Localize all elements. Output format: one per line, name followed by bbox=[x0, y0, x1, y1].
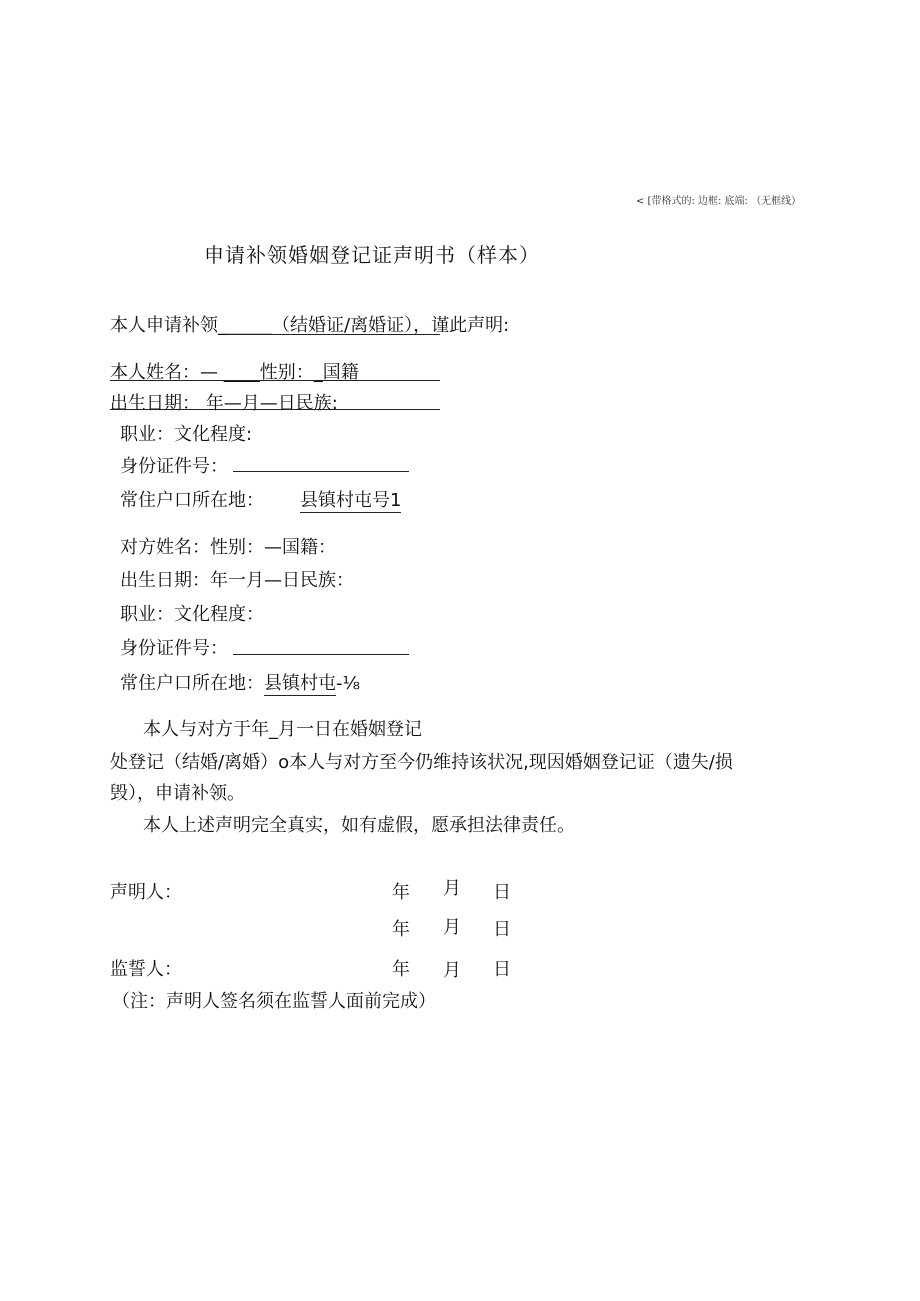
supervisor-day: 日 bbox=[493, 959, 511, 980]
intro-blank[interactable]: ______ bbox=[218, 315, 272, 336]
body-line-4: 本人上述声明完全真实，如有虚假，愿承担法律责任。 bbox=[143, 815, 575, 836]
partner-residence-label: 常住户口所在地： bbox=[120, 673, 264, 694]
self-id-field[interactable] bbox=[233, 471, 409, 472]
intro-prefix: 本人申请补领 bbox=[110, 315, 218, 336]
partner-residence-row bbox=[120, 669, 360, 696]
partner-id-row bbox=[120, 634, 228, 660]
declarant-year: 年 bbox=[392, 882, 410, 903]
intro-underline bbox=[228, 334, 440, 335]
format-note: < [带格式的: 边框: 底端: （无框线） bbox=[636, 196, 802, 207]
self-name-underline bbox=[110, 380, 440, 381]
self-occupation-line: 职业：文化程度: bbox=[120, 424, 253, 445]
body-line-3: 毁），申请补领。 bbox=[110, 783, 245, 804]
supervisor-label: 监誓人： bbox=[110, 959, 182, 980]
declarant-label: 声明人： bbox=[110, 882, 182, 903]
self-id-label: 身份证件号： bbox=[120, 456, 228, 477]
footnote: （注：声明人签名须在监誓人面前完成） bbox=[112, 991, 436, 1012]
partner-residence-value: 县镇村屯 bbox=[264, 669, 336, 696]
date-day: 日 bbox=[493, 919, 511, 940]
date-month: 月 bbox=[443, 917, 461, 938]
declarant-month: 月 bbox=[443, 878, 461, 899]
partner-birth-line: 出生日期：年一月—日民族： bbox=[120, 570, 354, 591]
intro-suffix: （结婚证/离婚证），谨此声明: bbox=[272, 315, 510, 336]
partner-id-field[interactable] bbox=[233, 654, 409, 655]
self-residence-value: 县镇村屯号1 bbox=[300, 486, 401, 513]
body-line-2: 处登记（结婚/离婚）o本人与对方至今仍维持该状况,现因婚姻登记证（遗失/损 bbox=[110, 752, 733, 773]
declarant-day: 日 bbox=[493, 882, 511, 903]
partner-name-line: 对方姓名：性别：—国籍： bbox=[120, 537, 336, 558]
self-residence-value-wrap bbox=[300, 486, 401, 513]
date-year: 年 bbox=[392, 919, 410, 940]
page-title: 申请补领婚姻登记证声明书（样本） bbox=[204, 243, 540, 267]
supervisor-month: 月 bbox=[443, 960, 461, 981]
partner-occupation-line: 职业：文化程度： bbox=[120, 604, 264, 625]
partner-residence-tail: -⅛ bbox=[336, 673, 360, 694]
body-line-1: 本人与对方于年_月一日在婚姻登记 bbox=[143, 719, 422, 740]
self-birth-underline bbox=[110, 409, 440, 410]
self-residence-row bbox=[120, 486, 264, 512]
supervisor-year: 年 bbox=[392, 959, 410, 980]
self-name-line: 本人姓名：— ____性别：_国籍 bbox=[110, 362, 359, 383]
self-birth-line: 出生日期： 年—月—日民族: bbox=[110, 393, 338, 414]
partner-id-label: 身份证件号： bbox=[120, 638, 228, 659]
self-residence-label: 常住户口所在地： bbox=[120, 490, 264, 511]
self-id-row bbox=[120, 452, 228, 478]
